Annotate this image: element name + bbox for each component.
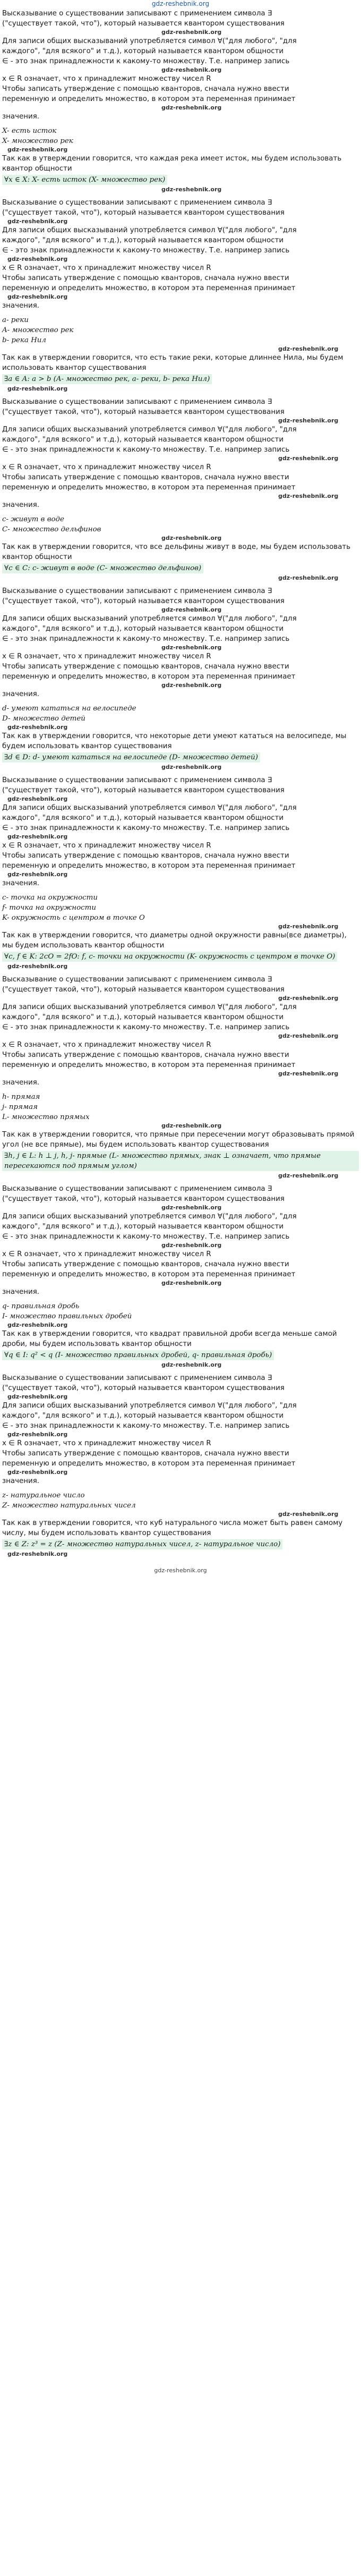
watermark-row [2, 871, 359, 878]
variable-definition: I- множество правильных дробей [2, 1312, 132, 1320]
watermark-row [2, 29, 359, 36]
variable-definition: X- множество рек [2, 137, 73, 145]
quantifier-formula: ∃z ∈ Z: z³ = z (Z- множество натуральных чисел, z- натуральное число) [2, 1539, 282, 1549]
intro-line: Высказывание о существовании записывают с применением символа ∃ [2, 1185, 272, 1193]
watermark-row [2, 535, 359, 542]
intro-line: каждого", "для всякого" и т.д.), который называется квантором общности [2, 47, 284, 55]
task-item [2, 888, 359, 975]
watermark-row [2, 833, 359, 841]
task-item [2, 699, 359, 775]
variable-definition: a- реки [2, 316, 29, 324]
watermark: gdz-reshebnik.org [278, 995, 339, 1002]
watermark: gdz-reshebnik.org [278, 455, 339, 462]
watermark: gdz-reshebnik.org [278, 1032, 339, 1039]
task-item [2, 1297, 359, 1373]
intro-line: переменную и определить множество, в котором эта переменная принимает [2, 1460, 296, 1468]
watermark-row [2, 1511, 359, 1518]
watermark-row [2, 1393, 359, 1401]
intro-line: ("существует такой, что"), который называется квантором существования [2, 1384, 285, 1392]
watermark-row [2, 1550, 359, 1558]
intro-line: Для записи общих высказываний употребляется символ ∀("для любого", "для [2, 226, 297, 234]
intro-line: ∈ - это знак принадлежности к какому-то множеству. Т.е. например запись [2, 824, 290, 832]
watermark-row [2, 1242, 359, 1249]
intro-line: ("существует такой, что"), который называется квантором существования [2, 786, 285, 794]
watermark-row [2, 1321, 359, 1329]
watermark: gdz-reshebnik.org [278, 345, 339, 352]
variable-definition: j- прямая [2, 1103, 38, 1111]
intro-line: ("существует такой, что"), который называется квантором существования [2, 20, 285, 28]
intro-line: ∈ - это знак принадлежности к какому-то множеству. Т.е. например запись [2, 57, 290, 65]
watermark: gdz-reshebnik.org [161, 535, 222, 541]
watermark: gdz-reshebnik.org [7, 146, 68, 153]
intro-line: ("существует такой, что"), который называется квантором существования [2, 597, 285, 605]
variable-definition: c- живут в воде [2, 515, 64, 523]
watermark: gdz-reshebnik.org [7, 293, 68, 300]
explanation-text: Так как в утверждении говорится, что куб натурального числа может быть равен самому числу, мы будем использовать квантор существования [2, 1519, 343, 1537]
intro-line: Для записи общих высказываний употребляется символ ∀("для любого", "для [2, 37, 297, 45]
watermark-row [2, 1070, 359, 1078]
watermark-row [2, 146, 359, 154]
variable-definition: L- множество прямых [2, 1113, 90, 1121]
quantifier-formula: ∀x ∈ X: X- есть исток (X- множество рек) [2, 175, 167, 185]
variable-definition: K- окружность с центром в точке O [2, 914, 145, 922]
intro-line: ("существует такой, что"), который называется квантором существования [2, 986, 285, 994]
explanation-text: Так как в утверждении говорится, что есть такие реки, которые длиннее Нила, мы будем использовать квантор существования [2, 354, 343, 372]
intro-line: значения. [2, 501, 40, 509]
variable-definition: h- прямая [2, 1093, 40, 1101]
watermark: gdz-reshebnik.org [7, 871, 68, 878]
intro-line: Для записи общих высказываний употребляется символ ∀("для любого", "для [2, 1213, 297, 1221]
intro-line: Чтобы записать утверждение с помощью кванторов, сначала нужно ввести [2, 852, 289, 860]
intro-line: Чтобы записать утверждение с помощью кванторов, сначала нужно ввести [2, 473, 289, 481]
watermark-row [2, 1122, 359, 1130]
intro-line: ∈ - это знак принадлежности к какому-то множеству. Т.е. например запись [2, 446, 290, 454]
watermark: gdz-reshebnik.org [7, 385, 68, 392]
intro-block [2, 1373, 359, 1486]
intro-block [2, 397, 359, 510]
watermark-row [2, 795, 359, 803]
watermark-row [2, 256, 359, 263]
variable-definition: c- точка на окружности [2, 894, 98, 902]
intro-line: ("существует такой, что"), который называется квантором существования [2, 1195, 285, 1203]
watermark-row [2, 963, 359, 970]
site-footer[interactable]: gdz-reshebnik.org [154, 1567, 207, 1574]
intro-line: Чтобы записать утверждение с помощью кванторов, сначала нужно ввести [2, 1260, 289, 1268]
variable-definition: q- правильная дробь [2, 1302, 80, 1310]
intro-line: ("существует такой, что"), который называется квантором существования [2, 408, 285, 416]
intro-line: переменную и определить множество, в котором эта переменная принимает [2, 1061, 296, 1069]
watermark-row [2, 1469, 359, 1476]
variable-definition: d- умеют кататься на велосипеде [2, 705, 136, 713]
intro-line: x ∈ R означает, что x принадлежит множеству чисел R [2, 1041, 211, 1049]
intro-line: значения. [2, 1288, 40, 1296]
watermark: gdz-reshebnik.org [7, 724, 68, 731]
explanation-text: Так как в утверждении говорится, что каждая река имеет исток, мы будем использовать квантор общности [2, 155, 342, 173]
watermark: gdz-reshebnik.org [161, 606, 222, 613]
intro-line: x ∈ R означает, что x принадлежит множеству чисел R [2, 463, 211, 471]
watermark: gdz-reshebnik.org [161, 682, 222, 689]
intro-line: переменную и определить множество, в котором эта переменная принимает [2, 862, 296, 870]
intro-line: Высказывание о существовании записывают с применением символа ∃ [2, 398, 272, 406]
intro-line: ∈ - это знак принадлежности к какому-то множеству. Т.е. например запись [2, 1023, 290, 1031]
intro-line: ∈ - это знак принадлежности к какому-то множеству. Т.е. например запись [2, 1422, 290, 1430]
intro-line: Чтобы записать утверждение с помощью кванторов, сначала нужно ввести [2, 85, 289, 93]
watermark: gdz-reshebnik.org [161, 644, 222, 651]
intro-line: Для записи общих высказываний употребляется символ ∀("для любого", "для [2, 1402, 297, 1410]
solution-content [0, 7, 361, 1562]
variable-definition: z- натуральное число [2, 1492, 85, 1499]
watermark: gdz-reshebnik.org [278, 1070, 339, 1077]
intro-line: Для записи общих высказываний употребляется символ ∀("для любого", "для [2, 426, 297, 434]
intro-line: Высказывание о существовании записывают с применением символа ∃ [2, 587, 272, 595]
intro-line: Высказывание о существовании записывают с применением символа ∃ [2, 199, 272, 207]
task-item [2, 311, 359, 397]
watermark-row [2, 385, 359, 393]
intro-block [2, 1184, 359, 1297]
watermark: gdz-reshebnik.org [161, 1204, 222, 1211]
watermark: gdz-reshebnik.org [161, 1361, 222, 1368]
intro-line: Для записи общих высказываний употребляется символ ∀("для любого", "для [2, 804, 297, 812]
watermark: gdz-reshebnik.org [7, 795, 68, 802]
variable-definition: Z- множество натуральных чисел [2, 1502, 136, 1510]
intro-line: Для записи общих высказываний употребляется символ ∀("для любого", "для [2, 615, 297, 623]
quantifier-formula: ∃d ∈ D: d- умеют кататься на велосипеде (D- множество детей) [2, 752, 260, 762]
watermark: gdz-reshebnik.org [161, 29, 222, 36]
intro-line: Высказывание о существовании записывают с применением символа ∃ [2, 10, 272, 18]
variable-definition: f- точка на окружности [2, 904, 96, 912]
watermark: gdz-reshebnik.org [161, 1242, 222, 1249]
intro-line: значения. [2, 1079, 40, 1087]
intro-line: каждого", "для всякого" и т.д.), который называется квантором общности [2, 436, 284, 444]
watermark: gdz-reshebnik.org [7, 1431, 68, 1438]
watermark-row [2, 345, 359, 353]
intro-line: x ∈ R означает, что x принадлежит множеству чисел R [2, 1250, 211, 1258]
intro-line: ∈ - это знак принадлежности к какому-то множеству. Т.е. например запись [2, 247, 290, 255]
watermark: gdz-reshebnik.org [278, 493, 339, 499]
watermark-row [2, 1032, 359, 1040]
watermark: gdz-reshebnik.org [7, 1393, 68, 1400]
intro-line: Чтобы записать утверждение с помощью кванторов, сначала нужно ввести [2, 1051, 289, 1059]
watermark: gdz-reshebnik.org [7, 1469, 68, 1476]
explanation-text: Так как в утверждении говорится, что диаметры одной окружности равны(все диаметры), мы будем использовать квантор общности [2, 931, 347, 950]
intro-line: Высказывание о существовании записывают с применением символа ∃ [2, 776, 272, 784]
watermark: gdz-reshebnik.org [161, 186, 222, 193]
intro-line: значения. [2, 1477, 40, 1485]
intro-line: каждого", "для всякого" и т.д.), который называется квантором общности [2, 1013, 284, 1021]
watermark: gdz-reshebnik.org [161, 764, 222, 770]
watermark: gdz-reshebnik.org [7, 256, 68, 262]
intro-line: каждого", "для всякого" и т.д.), который называется квантором общности [2, 625, 284, 633]
watermark-row [2, 574, 359, 582]
watermark-row [2, 186, 359, 193]
intro-block [2, 9, 359, 122]
watermark: gdz-reshebnik.org [7, 1321, 68, 1328]
intro-line: x ∈ R означает, что x принадлежит множеству чисел R [2, 1439, 211, 1447]
watermark-row [2, 455, 359, 462]
watermark-row [2, 1361, 359, 1369]
watermark-row [2, 644, 359, 651]
watermark: gdz-reshebnik.org [161, 1279, 222, 1286]
variable-definition: D- множество детей [2, 715, 85, 723]
quantifier-formula: ∀c, f ∈ K: 2cO = 2fO: f, c- точки на окружности (K- окружность с центром в точке O) [2, 952, 337, 962]
intro-line: переменную и определить множество, в котором эта переменная принимает [2, 484, 296, 492]
intro-line: значения. [2, 690, 40, 698]
intro-line: каждого", "для всякого" и т.д.), который называется квантором общности [2, 1223, 284, 1231]
watermark-row [2, 995, 359, 1002]
task-item [2, 1088, 359, 1184]
watermark-row [2, 1431, 359, 1438]
intro-line: Чтобы записать утверждение с помощью кванторов, сначала нужно ввести [2, 274, 289, 282]
watermark-row [2, 66, 359, 74]
watermark: gdz-reshebnik.org [7, 1550, 68, 1557]
intro-line: значения. [2, 113, 40, 121]
watermark: gdz-reshebnik.org [7, 833, 68, 840]
explanation-text: Так как в утверждении говорится, что все дельфины живут в воде, мы будем использовать квантор общности [2, 543, 351, 561]
explanation-text: Так как в утверждении говорится, что прямые при пересечении могут образовывать прямой угол (не все прямые), мы будем использовать квантор существования [2, 1131, 355, 1149]
variable-definition: C- множество дельфинов [2, 526, 101, 533]
quantifier-formula: ∃h, j ∈ L: h ⊥ j, h, j- прямые (L- множество прямых, знак ⊥ означает, что прямые пересекаются под прямым углом) [2, 1151, 359, 1171]
intro-line: Высказывание о существовании записывают с применением символа ∃ [2, 1374, 272, 1382]
intro-line: x ∈ R означает, что x принадлежит множеству чисел R [2, 264, 211, 272]
intro-line: Высказывание о существовании записывают с применением символа ∃ [2, 976, 272, 984]
watermark: gdz-reshebnik.org [278, 1172, 339, 1179]
watermark-row [2, 1172, 359, 1180]
watermark: gdz-reshebnik.org [161, 104, 222, 111]
intro-line: x ∈ R означает, что x принадлежит множеству чисел R [2, 842, 211, 850]
intro-line: значения. [2, 302, 40, 310]
watermark-row [2, 923, 359, 930]
intro-line: Чтобы записать утверждение с помощью кванторов, сначала нужно ввести [2, 1450, 289, 1458]
intro-block [2, 198, 359, 311]
task-item [2, 1486, 359, 1562]
watermark: gdz-reshebnik.org [161, 66, 222, 73]
intro-line: каждого", "для всякого" и т.д.), который называется квантором общности [2, 236, 284, 244]
variable-definition: X- есть исток [2, 127, 57, 135]
intro-line: переменную и определить множество, в котором эта переменная принимает [2, 95, 296, 103]
intro-line: ∈ - это знак принадлежности к какому-то множеству. Т.е. например запись [2, 1233, 290, 1241]
intro-line: x ∈ R означает, что x принадлежит множеству чисел R [2, 653, 211, 660]
intro-line: переменную и определить множество, в котором эта переменная принимает [2, 673, 296, 681]
watermark: gdz-reshebnik.org [161, 1122, 222, 1129]
intro-block [2, 975, 359, 1088]
intro-line: x ∈ R означает, что x принадлежит множеству чисел R [2, 75, 211, 83]
watermark-row [2, 218, 359, 225]
intro-block [2, 586, 359, 699]
intro-line: ∈ - это знак принадлежности к какому-то множеству. Т.е. например запись [2, 635, 290, 643]
quantifier-formula: ∀c ∈ C: c- живут в воде (C- множество дельфинов) [2, 563, 203, 573]
intro-line: значения. [2, 879, 40, 887]
watermark: gdz-reshebnik.org [278, 417, 339, 424]
watermark-row [2, 1279, 359, 1287]
intro-line: переменную и определить множество, в котором эта переменная принимает [2, 284, 296, 292]
watermark: gdz-reshebnik.org [278, 923, 339, 930]
intro-line: каждого", "для всякого" и т.д.), который называется квантором общности [2, 814, 284, 822]
watermark-row [2, 293, 359, 301]
watermark-row [2, 724, 359, 731]
task-item [2, 122, 359, 198]
watermark: gdz-reshebnik.org [7, 963, 68, 970]
quantifier-formula: ∀q ∈ I: q² < q (I- множество правильных дробей, q- правильная дробь) [2, 1350, 274, 1360]
intro-block [2, 775, 359, 888]
intro-line: Для записи общих высказываний употребляется символ ∀("для любого", "для [2, 1003, 297, 1011]
explanation-text: Так как в утверждении говорится, что квадрат правильной дроби всегда меньше самой дроби, мы будем использовать квантор общности [2, 1330, 337, 1348]
watermark: gdz-reshebnik.org [278, 574, 339, 581]
watermark-row [2, 493, 359, 500]
variable-definition: A- множество рек [2, 326, 74, 334]
explanation-text: Так как в утверждении говорится, что некоторые дети умеют кататься на велосипеде, мы будем использовать квантор существования [2, 732, 347, 750]
variable-definition: b- река Нил [2, 336, 46, 344]
watermark-row [2, 1204, 359, 1211]
intro-line: переменную и определить множество, в котором эта переменная принимает [2, 1270, 296, 1278]
watermark-row [2, 606, 359, 614]
watermark: gdz-reshebnik.org [7, 218, 68, 225]
watermark-row [2, 764, 359, 771]
watermark-row [2, 104, 359, 112]
watermark-row [2, 682, 359, 689]
intro-line: Чтобы записать утверждение с помощью кванторов, сначала нужно ввести [2, 663, 289, 671]
task-item [2, 510, 359, 586]
site-header[interactable]: gdz-reshebnik.org [151, 0, 210, 7]
watermark: gdz-reshebnik.org [278, 1511, 339, 1518]
quantifier-formula: ∃a ∈ A: a > b (A- множество рек, a- реки, b- река Нил) [2, 374, 212, 384]
intro-line: ("существует такой, что"), который называется квантором существования [2, 209, 285, 217]
intro-line: каждого", "для всякого" и т.д.), который называется квантором общности [2, 1412, 284, 1420]
watermark-row [2, 417, 359, 425]
